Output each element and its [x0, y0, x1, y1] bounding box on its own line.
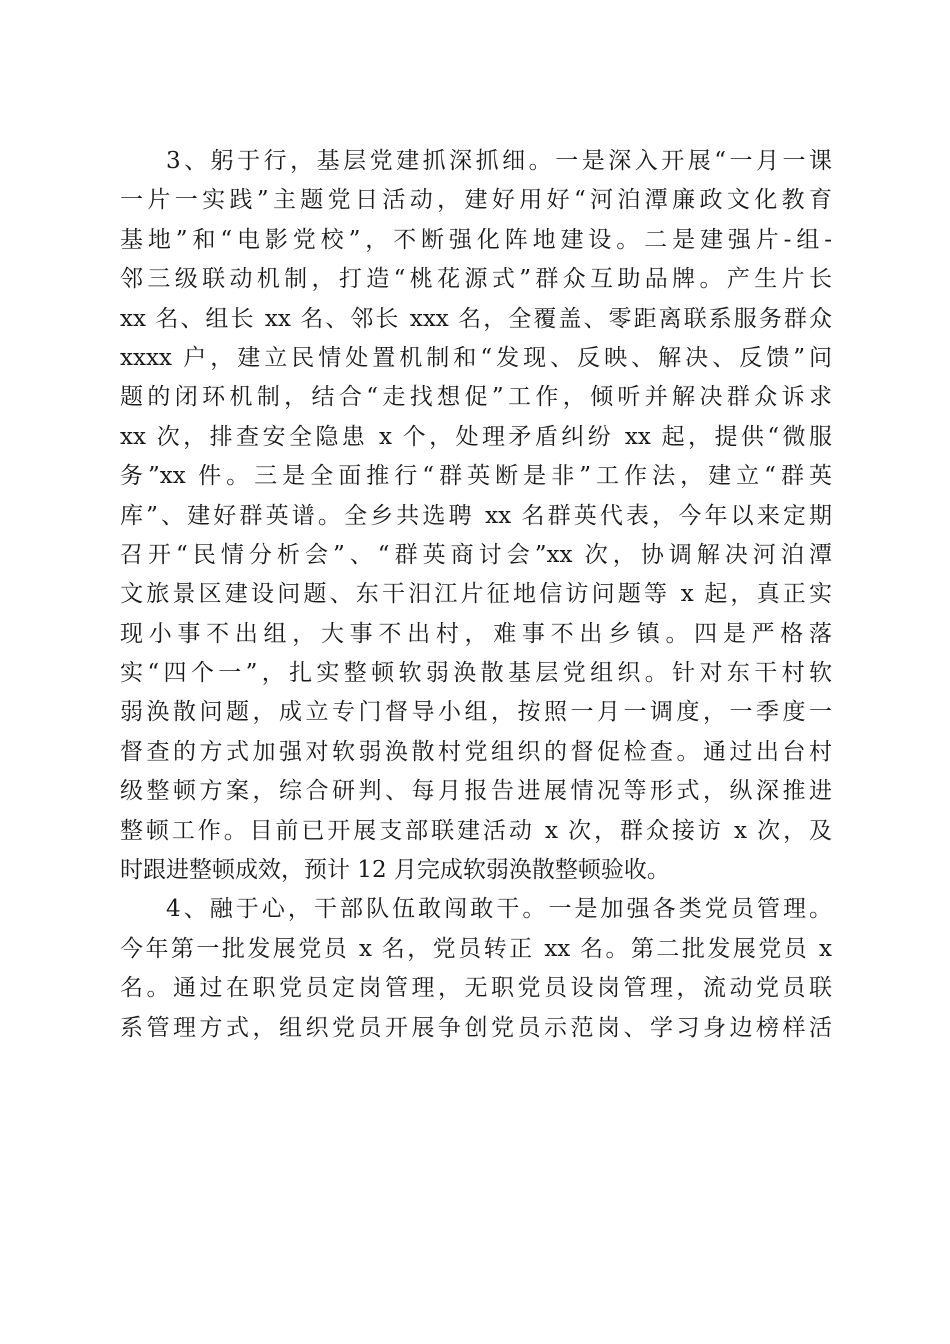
text-line: 一片一实践”主题党日活动，建好用好“河泊潭廉政文化教育	[120, 187, 832, 214]
text-line: 实“四个一”，扎实整顿软弱涣散基层党组织。针对东干村软	[120, 660, 832, 687]
paragraph-3-grassroots-party-building	[120, 142, 832, 890]
text-line: 名。通过在职党员定岗管理，无职党员设岗管理，流动党员联	[120, 975, 832, 1002]
text-line: 整顿工作。目前已开展支部联建活动 x 次，群众接访 x 次，及	[120, 817, 832, 844]
text-line: 邻三级联动机制，打造“桃花源式”群众互助品牌。产生片长	[120, 266, 832, 293]
text-line: 务”xx 件。三是全面推行“群英断是非”工作法，建立“群英	[120, 463, 832, 490]
text-line: 督查的方式加强对软弱涣散村党组织的督促检查。通过出台村	[120, 738, 832, 765]
text-line: 4、融于心，干部队伍敢闯敢干。一是加强各类党员管理。	[166, 896, 832, 923]
text-line: 库”、建好群英谱。全乡共选聘 xx 名群英代表，今年以来定期	[120, 502, 832, 529]
text-line: xx 次，排查安全隐患 x 个，处理矛盾纠纷 xx 起，提供“微服	[120, 423, 832, 450]
text-line: 现小事不出组，大事不出村，难事不出乡镇。四是严格落	[120, 620, 832, 647]
text-line: 弱涣散问题，成立专门督导小组，按照一月一调度，一季度一	[120, 699, 832, 726]
text-line: 级整顿方案，综合研判、每月报告进展情况等形式，纵深推进	[120, 778, 832, 805]
text-line: 文旅景区建设问题、东干汨江片征地信访问题等 x 起，真正实	[120, 581, 832, 608]
text-line: 基地”和“电影党校”，不断强化阵地建设。二是建强片-组-	[120, 226, 832, 253]
text-line: xxxx 户，建立民情处置机制和“发现、反映、解决、反馈”问	[120, 344, 832, 371]
text-line: 系管理方式，组织党员开展争创党员示范岗、学习身边榜样活	[120, 1014, 832, 1041]
text-line: 时跟进整顿成效，预计 12 月完成软弱涣散整顿验收。	[120, 857, 670, 884]
text-line: xx 名、组长 xx 名、邻长 xxx 名，全覆盖、零距离联系服务群众	[120, 305, 832, 332]
text-line: 召开“民情分析会”、“群英商讨会”xx 次，协调解决河泊潭	[120, 541, 832, 568]
paragraph-4-cadre-team	[120, 890, 832, 1048]
text-line: 今年第一批发展党员 x 名，党员转正 xx 名。第二批发展党员 x	[120, 935, 832, 962]
document-body	[120, 142, 832, 1048]
text-line: 3、躬于行，基层党建抓深抓细。一是深入开展“一月一课	[166, 148, 832, 174]
text-line: 题的闭环机制，结合“走找想促”工作，倾听并解决群众诉求	[120, 384, 832, 411]
